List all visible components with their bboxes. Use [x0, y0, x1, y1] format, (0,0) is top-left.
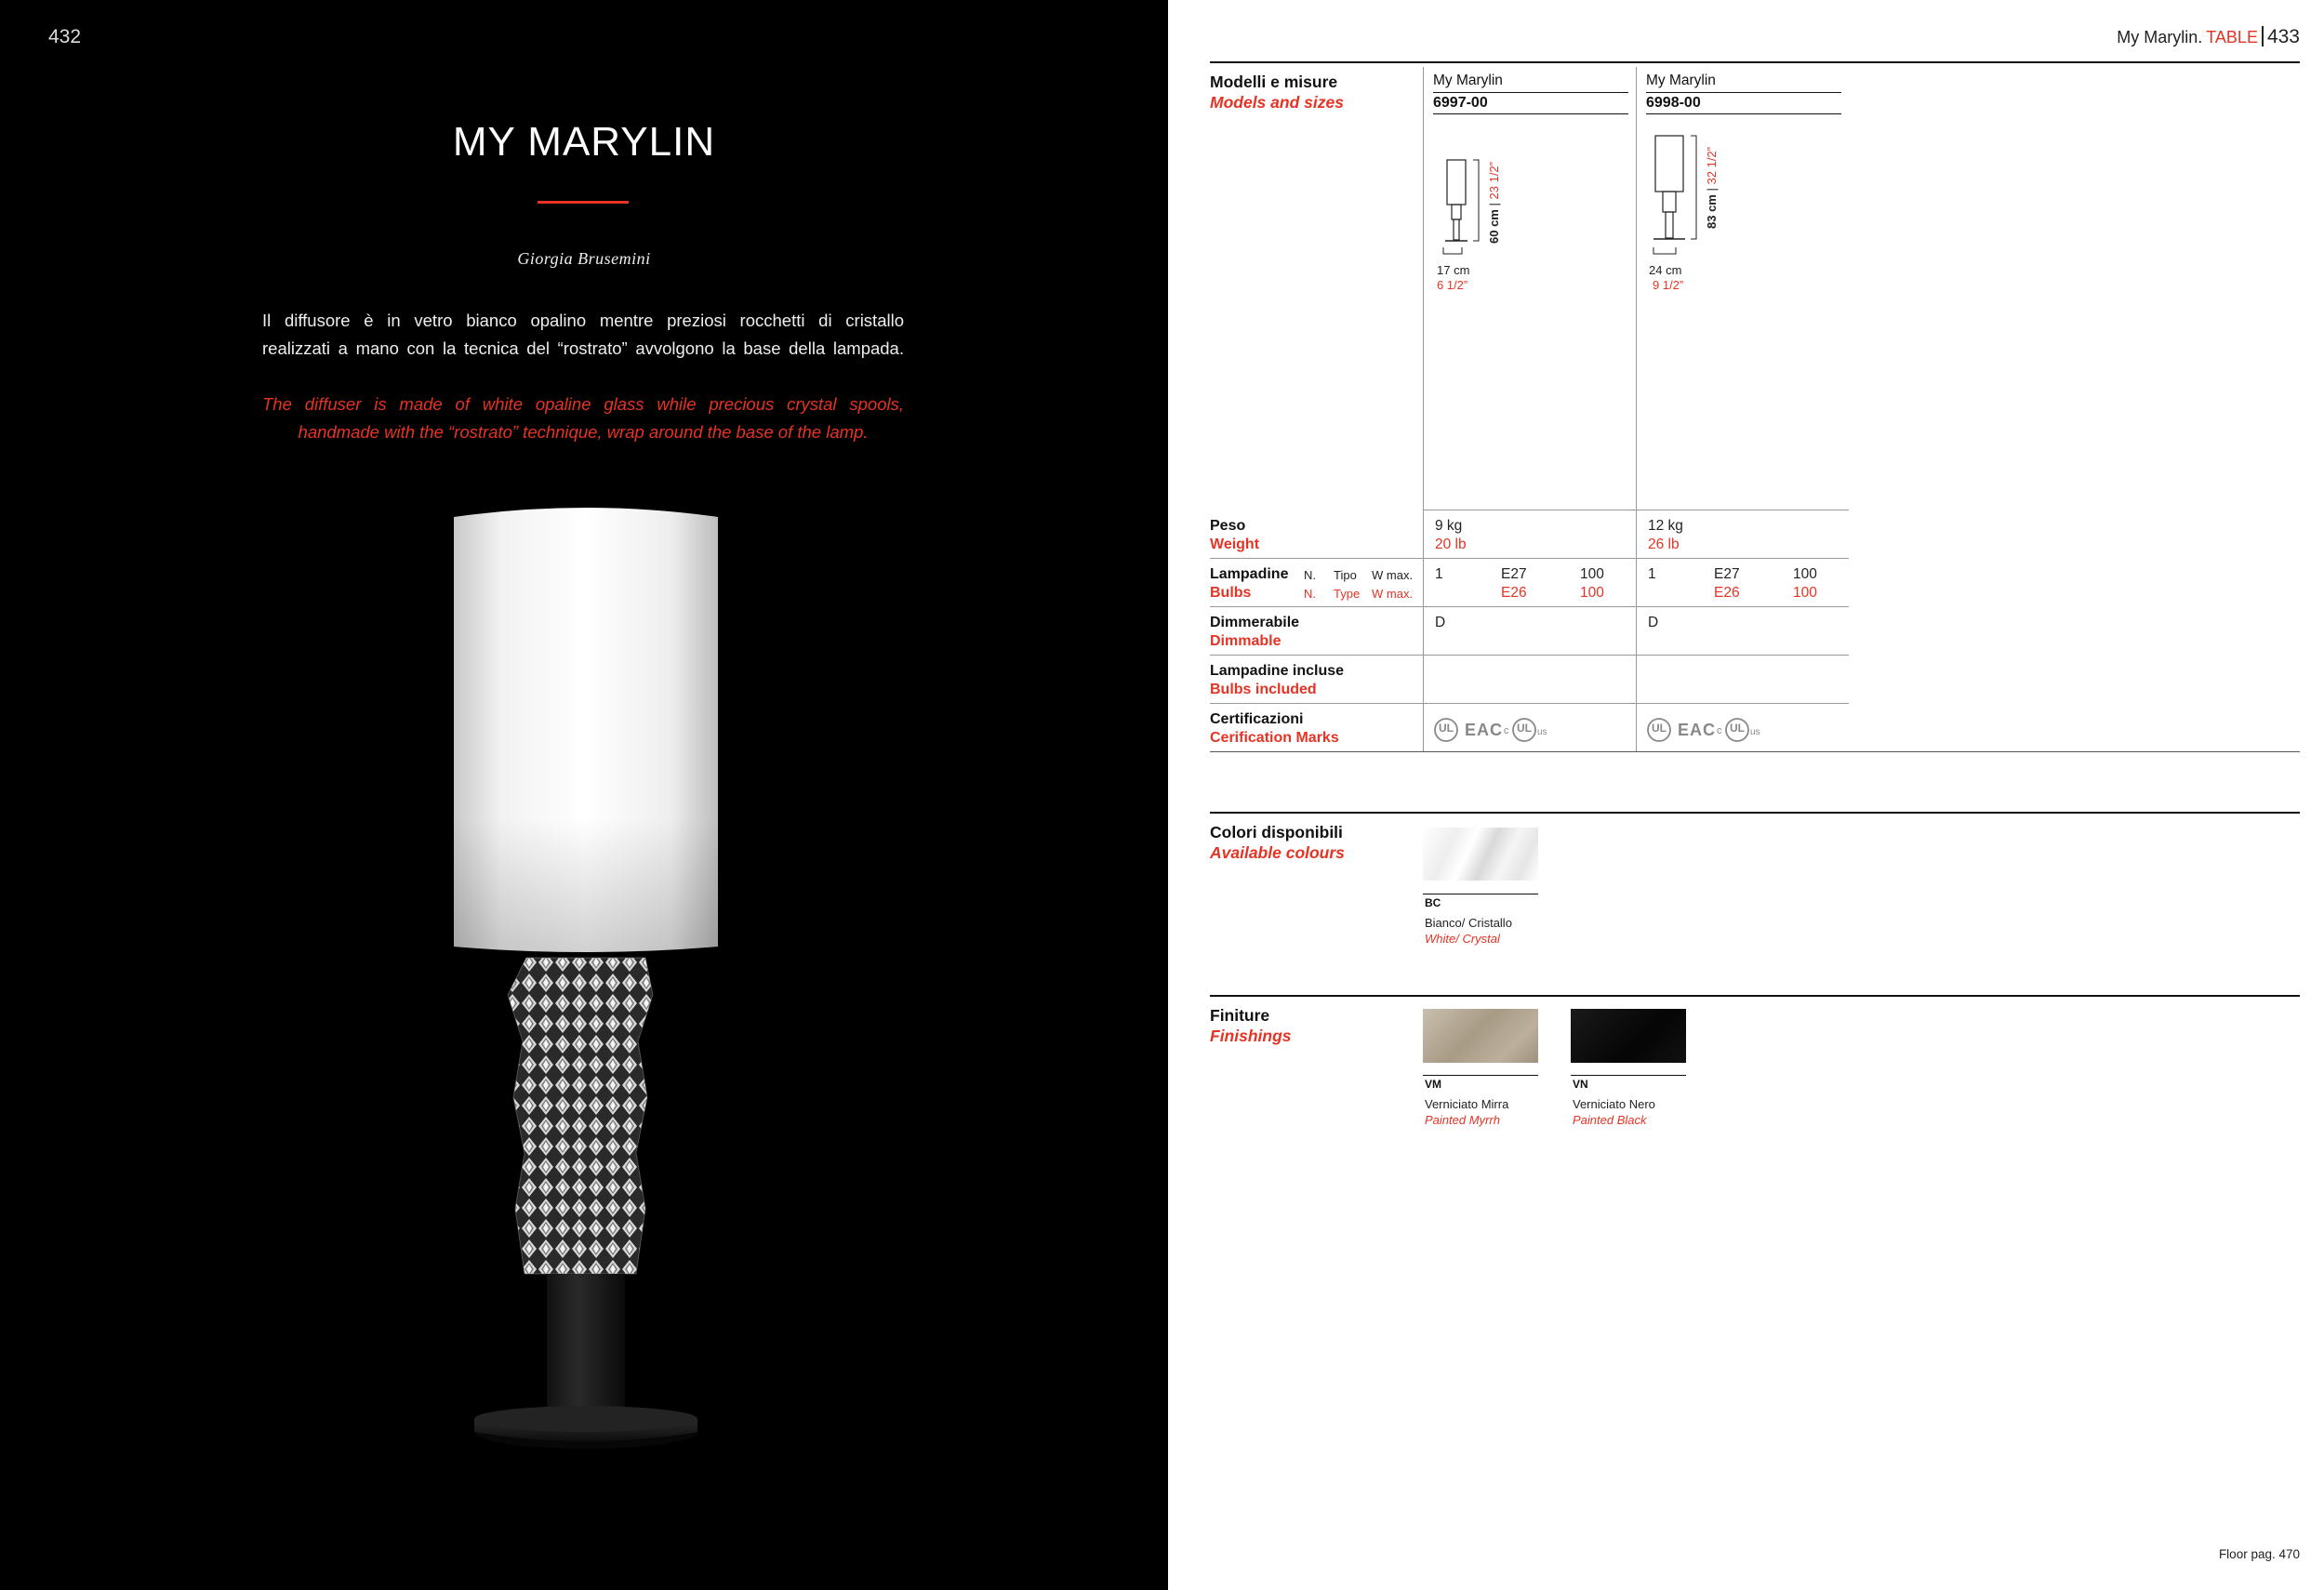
finish-code-vn: VN: [1573, 1078, 1588, 1091]
designer-name: Giorgia Brusemini: [517, 249, 651, 268]
page-number-right: 433: [2266, 26, 2300, 47]
cert-cul-2: UL: [1730, 722, 1745, 735]
model-2-dimmable: D: [1648, 615, 1659, 630]
model-1-bulbs-w-eu: 100: [1580, 566, 1604, 582]
model-1-weight-kg: 9 kg: [1435, 518, 1463, 534]
finishings-rule: [1210, 995, 2300, 997]
weight-label-it: Peso: [1210, 518, 1246, 534]
bulbs-label-it: Lampadine: [1210, 566, 1289, 582]
model-1-width-cm: 17 cm: [1437, 263, 1470, 277]
model-1-cert-marks: [1433, 716, 1619, 744]
colour-code-bc: BC: [1425, 896, 1441, 909]
model-2-bulbs-type-us: E26: [1714, 585, 1740, 601]
model-1-width-bracket: [1438, 245, 1475, 258]
model-2-height: [1705, 147, 1719, 229]
model-1-name: My Marylin: [1433, 73, 1503, 88]
right-page: [1168, 0, 2324, 1590]
cert-eac-2: EAC: [1678, 721, 1717, 739]
cert-ul-1: UL: [1439, 722, 1454, 735]
weight-label-en: Weight: [1210, 537, 1260, 552]
model-2-dimension-drawing: [1648, 132, 1741, 247]
table-column-divider-2: [1636, 67, 1637, 751]
finish-vm-rule: [1423, 1075, 1538, 1076]
model-2-width-cm: 24 cm: [1649, 263, 1682, 277]
model-1-name-rule: [1433, 92, 1628, 93]
height-separator: |: [1487, 203, 1501, 206]
finishings-label-en: Finishings: [1210, 1027, 1292, 1045]
bulbs-label-en: Bulbs: [1210, 585, 1252, 601]
models-label-it: Modelli e misure: [1210, 73, 1338, 91]
description-italian: [262, 307, 904, 363]
description-english: [262, 391, 904, 446]
category-label: TABLE: [2206, 28, 2258, 46]
cert-c-1: c: [1504, 725, 1509, 736]
model-2-height-cm: 83 cm: [1705, 194, 1719, 229]
cert-us-2: us: [1750, 727, 1760, 737]
cert-c-2: c: [1717, 725, 1722, 736]
model-1-bulbs-n: 1: [1435, 566, 1443, 582]
description-it-line-2: realizzati a mano con la tecnica del “rostrato” avvolgono la base della lampada.: [262, 338, 904, 358]
model-1-bulbs-type-eu: E27: [1501, 566, 1527, 582]
bulbs-type-header-it: Tipo: [1334, 568, 1357, 582]
model-2-name: My Marylin: [1646, 73, 1716, 88]
colours-label-it: Colori disponibili: [1210, 823, 1343, 841]
model-2-height-in: 32 1/2”: [1705, 147, 1719, 185]
model-2-name-rule: [1646, 92, 1841, 93]
colour-swatch-bc: [1423, 828, 1538, 881]
cert-label-en: Cerification Marks: [1210, 730, 1339, 746]
dimmable-label-it: Dimmerabile: [1210, 615, 1300, 630]
series-name: My Marylin.: [2117, 28, 2203, 46]
colour-name-en: White/ Crystal: [1425, 932, 1500, 946]
model-2-width-in: 9 1/2”: [1653, 278, 1684, 292]
model-1-height-in: 23 1/2”: [1487, 162, 1501, 200]
cert-ul-2: UL: [1652, 722, 1667, 735]
model-1-dimmable: D: [1435, 615, 1446, 630]
row-rule-bulbs: [1210, 558, 1849, 559]
model-1-code: 6997-00: [1433, 95, 1488, 111]
model-2-code: 6998-00: [1646, 95, 1701, 111]
page-number-left: 432: [48, 26, 82, 47]
model-1-bulbs-type-us: E26: [1501, 585, 1527, 601]
cert-eac-1: EAC: [1465, 721, 1504, 739]
finishings-label-it: Finiture: [1210, 1006, 1270, 1025]
row-rule-dimmable: [1210, 606, 1849, 607]
bulbs-n-header-en: N.: [1304, 587, 1316, 601]
model-2-weight-kg: 12 kg: [1648, 518, 1683, 534]
finish-swatch-vm: [1423, 1009, 1538, 1063]
colours-label-en: Available colours: [1210, 843, 1345, 862]
model-2-width-bracket: [1648, 245, 1685, 258]
finish-name-en-vm: Painted Myrrh: [1425, 1113, 1500, 1127]
row-rule-cert: [1210, 703, 1849, 704]
model-2-bulbs-w-eu: 100: [1793, 566, 1817, 582]
header-rule: [1210, 61, 2300, 63]
included-label-it: Lampadine incluse: [1210, 663, 1345, 679]
finish-name-it-vm: Verniciato Mirra: [1425, 1097, 1509, 1111]
model-2-bulbs-n: 1: [1648, 566, 1656, 582]
model-2-bulbs-w-us: 100: [1793, 585, 1817, 601]
description-en-line-2: handmade with the “rostrato” technique, wrap around the base of the lamp.: [298, 422, 869, 442]
row-rule-included: [1210, 655, 1849, 656]
colours-rule: [1210, 812, 2300, 814]
finish-swatch-vn: [1571, 1009, 1686, 1063]
model-2-code-rule: [1646, 113, 1841, 114]
model-1-width-in: 6 1/2”: [1437, 278, 1468, 292]
title-underline: [538, 201, 629, 204]
page-header: [2117, 26, 2300, 48]
models-label-en: Models and sizes: [1210, 93, 1344, 112]
table-bottom-rule: [1210, 751, 2300, 752]
model-1-dimension-drawing: [1438, 156, 1531, 249]
included-label-en: Bulbs included: [1210, 682, 1317, 697]
description-en-line-1: The diffuser is made of white opaline glass while precious crystal spools,: [262, 394, 904, 414]
model-1-bulbs-w-us: 100: [1580, 585, 1604, 601]
model-2-bulbs-type-eu: E27: [1714, 566, 1740, 582]
dimmable-label-en: Dimmable: [1210, 633, 1282, 649]
bulbs-wmax-header-it: W max.: [1372, 568, 1414, 582]
model-2-weight-lb: 26 lb: [1648, 537, 1680, 552]
description-it-line-1: Il diffusore è in vetro bianco opalino mentre preziosi rocchetti di cristallo: [262, 311, 904, 330]
cert-us-1: us: [1537, 727, 1547, 737]
bulbs-wmax-header-en: W max.: [1372, 587, 1414, 601]
model-2-cert-marks: [1646, 716, 1832, 744]
model-1-weight-lb: 20 lb: [1435, 537, 1467, 552]
colour-name-it: Bianco/ Cristallo: [1425, 916, 1512, 930]
model-1-height: [1487, 162, 1501, 244]
model-1-height-cm: 60 cm: [1487, 209, 1501, 244]
table-column-divider-1: [1423, 67, 1424, 751]
bulbs-type-header-en: Type: [1334, 587, 1361, 601]
finish-name-it-vn: Verniciato Nero: [1573, 1097, 1655, 1111]
finish-vn-rule: [1571, 1075, 1686, 1076]
finish-code-vm: VM: [1425, 1078, 1441, 1091]
product-title: MY MARYLIN: [452, 119, 716, 165]
cert-cul-1: UL: [1517, 722, 1532, 735]
bulbs-n-header-it: N.: [1304, 568, 1316, 582]
model-1-code-rule: [1433, 113, 1628, 114]
header-separator: [2262, 26, 2264, 46]
cert-label-it: Certificazioni: [1210, 711, 1304, 727]
footer-cross-reference: Floor pag. 470: [2218, 1547, 2300, 1561]
height-separator: |: [1705, 188, 1719, 192]
finish-name-en-vn: Painted Black: [1573, 1113, 1647, 1127]
lamp-photo: [437, 502, 735, 1469]
